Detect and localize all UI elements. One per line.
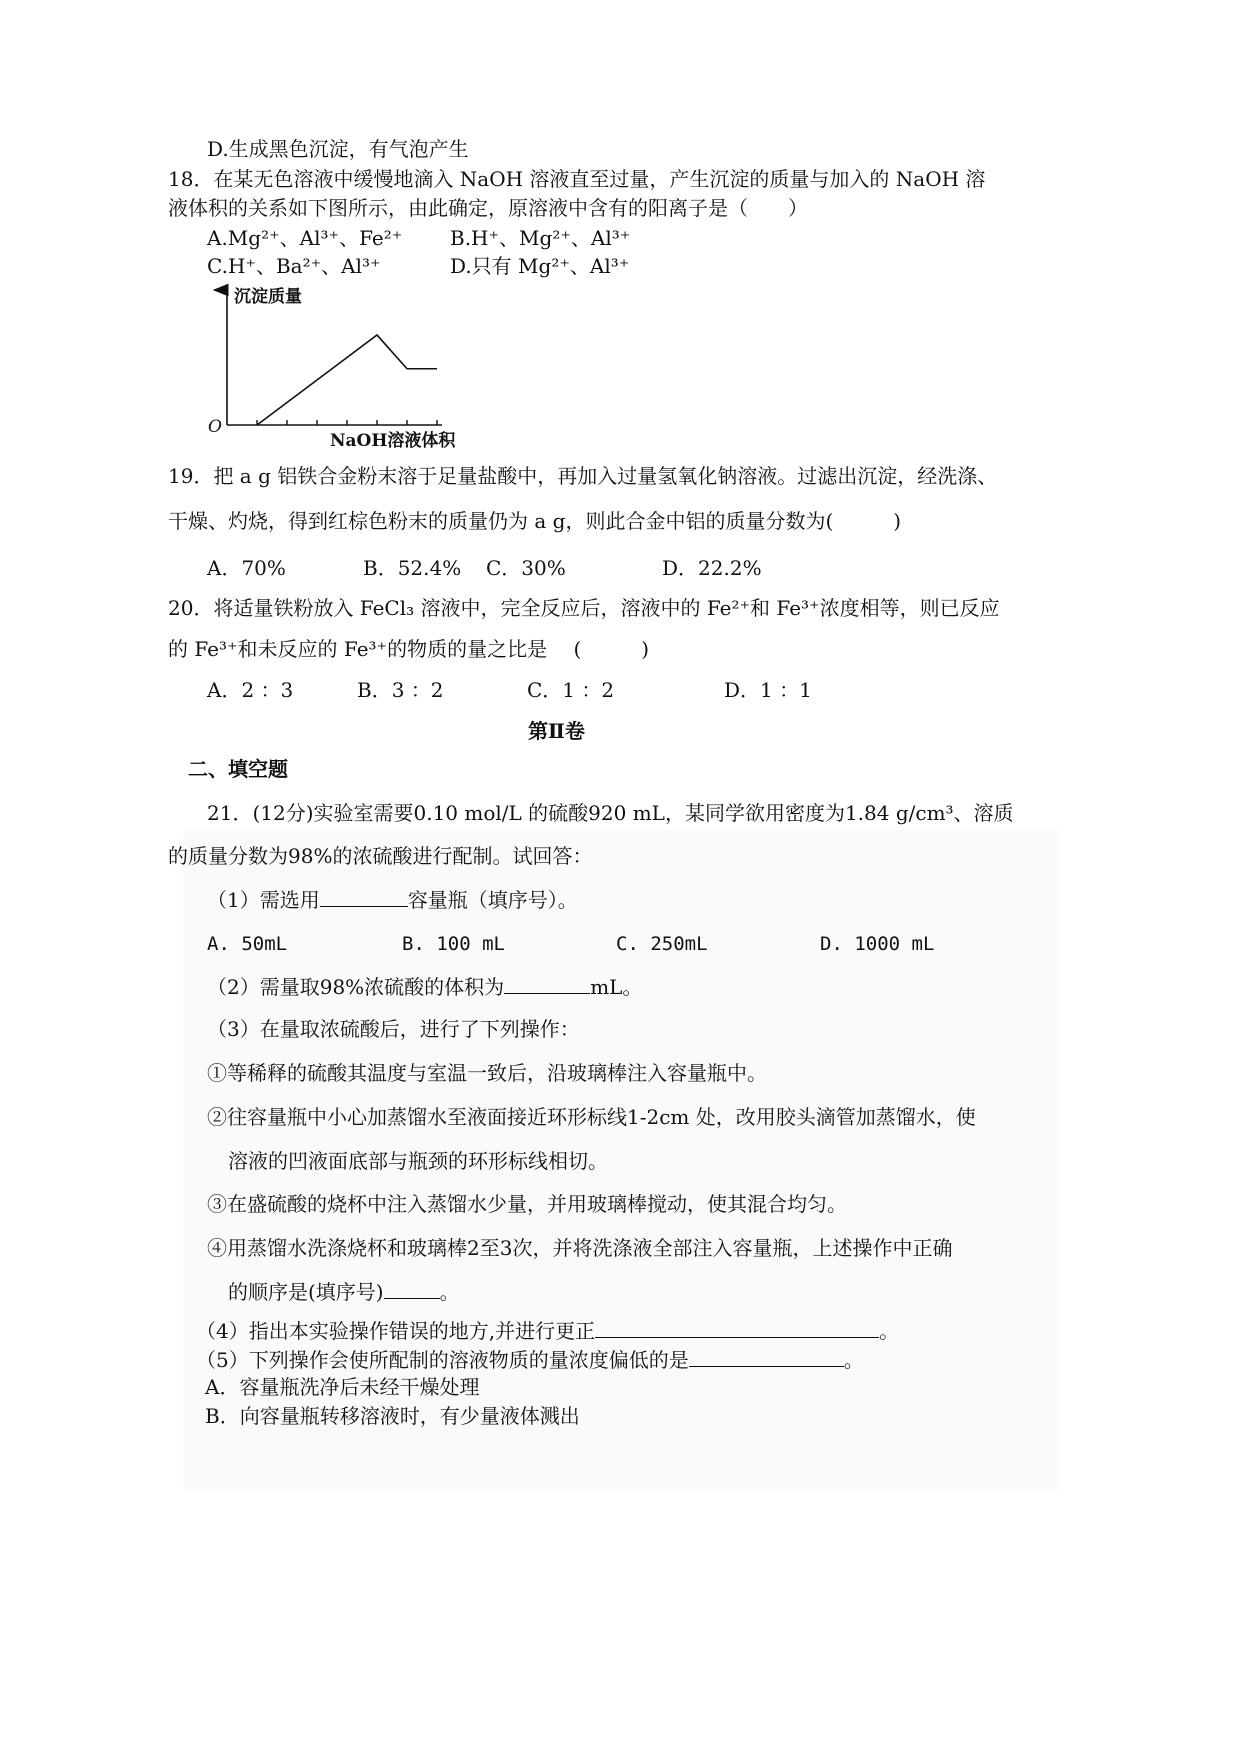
q21-step1: ①等稀释的硫酸其温度与室温一致后，沿玻璃棒注入容量瓶中。 [207,1061,767,1085]
q19-option-c: C．30% [486,556,566,580]
q20-option-a: A．2 ：3 [207,678,294,702]
q19-option-d: D．22.2% [662,556,762,580]
q19-option-a: A．70% [207,556,286,580]
q21-part1 [207,886,578,913]
q21-option-a: A. 50mL [207,933,288,955]
q21-step4-line1: ④用蒸馏水洗涤烧杯和玻璃棒2至3次，并将洗涤液全部注入容量瓶，上述操作中正确 [207,1236,953,1260]
q17-option-d: D.生成黑色沉淀，有气泡产生 [207,137,469,161]
q21-part5-blank[interactable] [689,1346,844,1367]
q21-part5 [196,1346,864,1373]
q18-option-a: A.Mg²⁺、Al³⁺、Fe²⁺ [207,226,403,250]
q21-part2-prefix: （2）需量取98%浓硫酸的体积为 [207,975,505,999]
q21-part5-suffix: 。 [843,1348,864,1372]
q18-option-d: D.只有 Mg²⁺、Al³⁺ [450,254,630,278]
q21-step4-line2 [228,1278,460,1305]
q18-stem-line1: 18．在某无色溶液中缓慢地滴入 NaOH 溶液直至过量，产生沉淀的质量与加入的 NaOH 溶 [168,167,986,191]
q21-part3: （3）在量取浓硫酸后，进行了下列操作： [207,1017,580,1041]
q21-step2-line1: ②往容量瓶中小心加蒸馏水至液面接近环形标线1-2cm 处，改用胶头滴管加蒸馏水，使 [207,1105,976,1129]
q21-part5-prefix: （5）下列操作会使所配制的溶液物质的量浓度偏低的是 [196,1348,689,1372]
precipitate-chart [200,280,500,455]
part-title: 二、填空题 [188,757,288,781]
q21-option-d: D. 1000 mL [820,933,935,955]
q21-part2-suffix: mL。 [590,975,643,999]
q21-part1-blank[interactable] [320,886,408,907]
q19-option-b: B．52.4% [363,556,462,580]
q21-part4-prefix: （4）指出本实验操作错误的地方,并进行更正 [196,1319,596,1343]
q21-part4 [196,1317,899,1344]
q21-part1-prefix: （1）需选用 [207,888,320,912]
q21-step4-blank[interactable] [384,1278,440,1299]
q21-part5-option-a: A．容量瓶洗净后未经干燥处理 [205,1375,480,1399]
q19-stem-line1: 19．把 a g 铝铁合金粉末溶于足量盐酸中，再加入过量氢氧化钠溶液。过滤出沉淀，经洗涤、 [168,464,998,488]
q18-option-c: C.H⁺、Ba²⁺、Al³⁺ [207,254,381,278]
q21-option-c: C. 250mL [616,933,708,955]
q21-part1-suffix: 容量瓶（填序号）。 [407,888,578,912]
q21-part2-blank[interactable] [504,973,590,994]
q20-option-b: B．3 ：2 [357,678,444,702]
q21-step4-prefix: 的顺序是(填序号) [228,1280,384,1304]
q20-stem-line1: 20．将适量铁粉放入 FeCl₃ 溶液中，完全反应后，溶液中的 Fe²⁺和 Fe³⁺浓度相等，则已反应 [168,596,1000,620]
q21-stem-line2: 的质量分数为98%的浓硫酸进行配制。试回答： [168,844,593,868]
q18-option-b: B.H⁺、Mg²⁺、Al³⁺ [450,226,631,250]
chart-y-label: 沉淀质量 [234,287,302,307]
q20-option-d: D．1 ：1 [724,678,812,702]
q20-option-c: C．1 ：2 [527,678,615,702]
q21-part4-blank[interactable] [595,1317,879,1338]
q20-stem-line2: 的 Fe³⁺和未反应的 Fe³⁺的物质的量之比是 ( ) [168,637,650,661]
q21-option-b: B. 100 mL [402,933,505,955]
chart-x-label: NaOH溶液体积 [330,431,456,451]
q21-part2 [207,973,642,1000]
q21-stem-line1: 21．(12分)实验室需要0.10 mol/L 的硫酸920 mL，某同学欲用密度为1.84 g/cm³、溶质 [207,801,1014,825]
section-title: 第Ⅱ卷 [528,719,585,743]
q21-part4-suffix: 。 [879,1319,900,1343]
q21-step2-line2: 溶液的凹液面底部与瓶颈的环形标线相切。 [228,1149,608,1173]
q21-part5-option-b: B．向容量瓶转移溶液时，有少量液体溅出 [205,1404,580,1428]
q18-stem-line2: 液体积的关系如下图所示，由此确定，原溶液中含有的阳离子是（ ） [168,196,808,220]
chart-origin-label: O [208,417,222,437]
chart-series-line [257,335,437,425]
q21-step3: ③在盛硫酸的烧杯中注入蒸馏水少量，并用玻璃棒搅动，使其混合均匀。 [207,1192,847,1216]
q19-stem-line2: 干燥、灼烧，得到红棕色粉末的质量仍为 a g，则此合金中铝的质量分数为( ) [168,509,902,533]
q21-step4-suffix: 。 [439,1280,460,1304]
